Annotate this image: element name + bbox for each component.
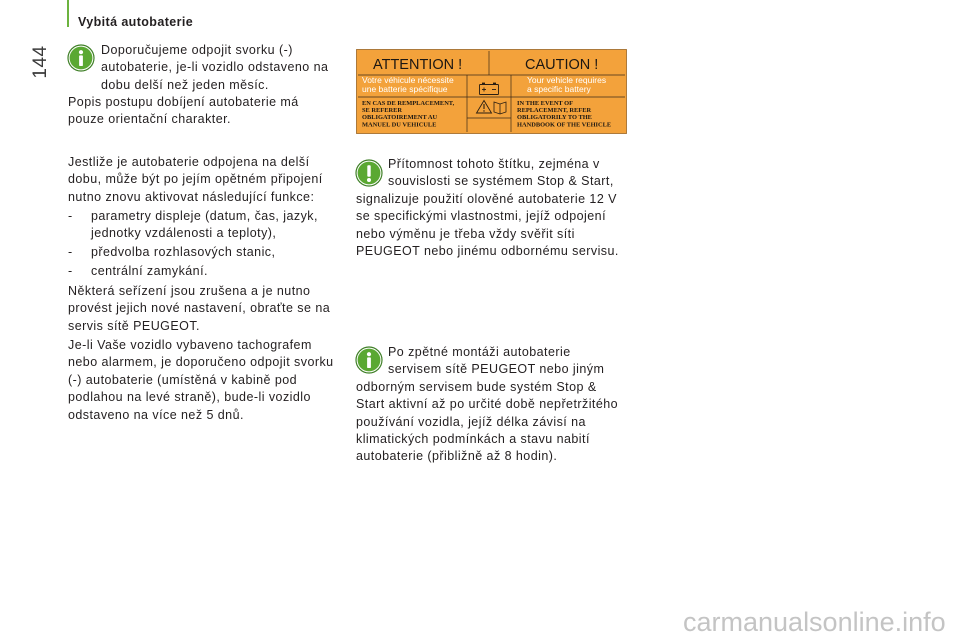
- info-line: používání vozidla, jejíž délka závisí na: [356, 414, 586, 429]
- paragraph-line: odstaveno na více než 5 dnů.: [68, 407, 244, 422]
- note-line: autobaterie, je-li vozidlo odstaveno na: [101, 60, 329, 75]
- list-item-line: předvolba rozhlasových stanic,: [91, 245, 276, 259]
- battery-disconnect-note: [101, 42, 328, 94]
- warning-line: nebo výměnu je třeba vždy svěřit síti: [356, 226, 575, 241]
- label-instruction-en: IN THE EVENT OF: [517, 100, 574, 107]
- section-color-rule: [67, 0, 69, 27]
- paragraph-line: Jestliže je autobaterie odpojena na delší: [68, 155, 310, 169]
- battery-warning-label: [356, 49, 627, 134]
- paragraph-line: nutno znovu aktivovat následující funkce:: [68, 189, 315, 204]
- label-instruction-en: REPLACEMENT, REFER: [517, 107, 592, 114]
- info-line: Start aktivní až po určité době nepřetržitého: [356, 397, 619, 412]
- label-heading-en: CAUTION !: [525, 57, 599, 73]
- paragraph-line: (-) autobaterie (umístěná v kabině pod: [68, 372, 298, 387]
- label-warning-paragraph: [356, 156, 619, 260]
- stop-start-paragraph: [356, 344, 618, 466]
- tachograph-paragraph: [68, 337, 334, 424]
- paragraph-line: nebo alarmem, je doporučeno odpojit svorku: [68, 355, 334, 370]
- list-bullet: -: [68, 209, 73, 223]
- paragraph-line: Je-li Vaše vozidlo vybaveno tachografem: [68, 338, 312, 352]
- label-subtitle-fr: une batterie spécifique: [362, 84, 448, 94]
- list-item-line: jednotky vzdálenosti a teploty),: [91, 226, 277, 241]
- warning-line: signalizuje použití olověné autobaterie 12 V: [356, 191, 617, 206]
- warning-line: se specifickými vlastnostmi, jejíž odpojení: [356, 209, 606, 224]
- paragraph-line: servis sítě PEUGEOT.: [68, 318, 200, 333]
- warning-line: souvislosti se systémem Stop & Start,: [388, 174, 614, 189]
- list-item-line: parametry displeje (datum, čas, jazyk,: [91, 209, 318, 223]
- list-item: [68, 244, 275, 261]
- info-line: servisem sítě PEUGEOT nebo jiným: [388, 362, 605, 377]
- paragraph-line: Některá seřízení jsou zrušena a je nutno: [68, 284, 311, 298]
- paragraph-line: podlahou na levé straně), bude-li vozidlo: [68, 390, 311, 405]
- label-heading-fr: ATTENTION !: [373, 57, 463, 73]
- paragraph-line: pouze orientační charakter.: [68, 112, 231, 127]
- paragraph-line: provést jejich nové nastavení, obraťte se na: [68, 301, 331, 316]
- page-number: 144: [30, 45, 51, 79]
- watermark: carmanualsonline.info: [683, 607, 946, 637]
- list-bullet: -: [68, 264, 73, 278]
- info-line: Po zpětné montáži autobaterie: [388, 345, 571, 359]
- warning-line: PEUGEOT nebo jinému odbornému servisu.: [356, 244, 619, 259]
- label-instruction-fr: SE REFERER: [362, 107, 402, 114]
- list-item: [68, 208, 318, 243]
- label-instruction-en: HANDBOOK OF THE VEHICLE: [517, 121, 612, 129]
- paragraph-line: dobu, může být po jejím opětném připojení: [68, 172, 323, 187]
- section-title: Vybitá autobaterie: [78, 15, 194, 29]
- charging-paragraph: [68, 94, 299, 129]
- paragraph-line: Popis postupu dobíjení autobaterie má: [68, 95, 299, 109]
- reset-paragraph: [68, 283, 330, 335]
- label-subtitle-fr: Votre véhicule nécessite: [362, 75, 454, 85]
- info-icon: [67, 44, 95, 72]
- label-subtitle-en: a specific battery: [527, 84, 591, 94]
- warning-line: Přítomnost tohoto štítku, zejména v: [388, 157, 600, 171]
- info-line: autobaterie (přibližně až 8 hodin).: [356, 449, 558, 464]
- info-line: klimatických podmínkách a stavu nabití: [356, 432, 590, 447]
- note-line: dobu delší než jeden měsíc.: [101, 77, 269, 92]
- list-item-line: centrální zamykání.: [91, 264, 208, 278]
- label-instruction-fr: MANUEL DU VEHICULE: [362, 121, 437, 129]
- note-line: Doporučujeme odpojit svorku (-): [101, 43, 293, 57]
- list-bullet: -: [68, 245, 73, 259]
- label-instruction-en: OBLIGATORILY TO THE: [517, 114, 592, 121]
- list-item: [68, 263, 208, 280]
- label-instruction-fr: EN CAS DE REMPLACEMENT,: [362, 100, 455, 107]
- info-line: odborným servisem bude systém Stop &: [356, 379, 597, 394]
- disconnect-paragraph: [68, 154, 323, 206]
- label-subtitle-en: Your vehicle requires: [527, 75, 607, 85]
- label-instruction-fr: OBLIGATOIREMENT AU: [362, 114, 438, 121]
